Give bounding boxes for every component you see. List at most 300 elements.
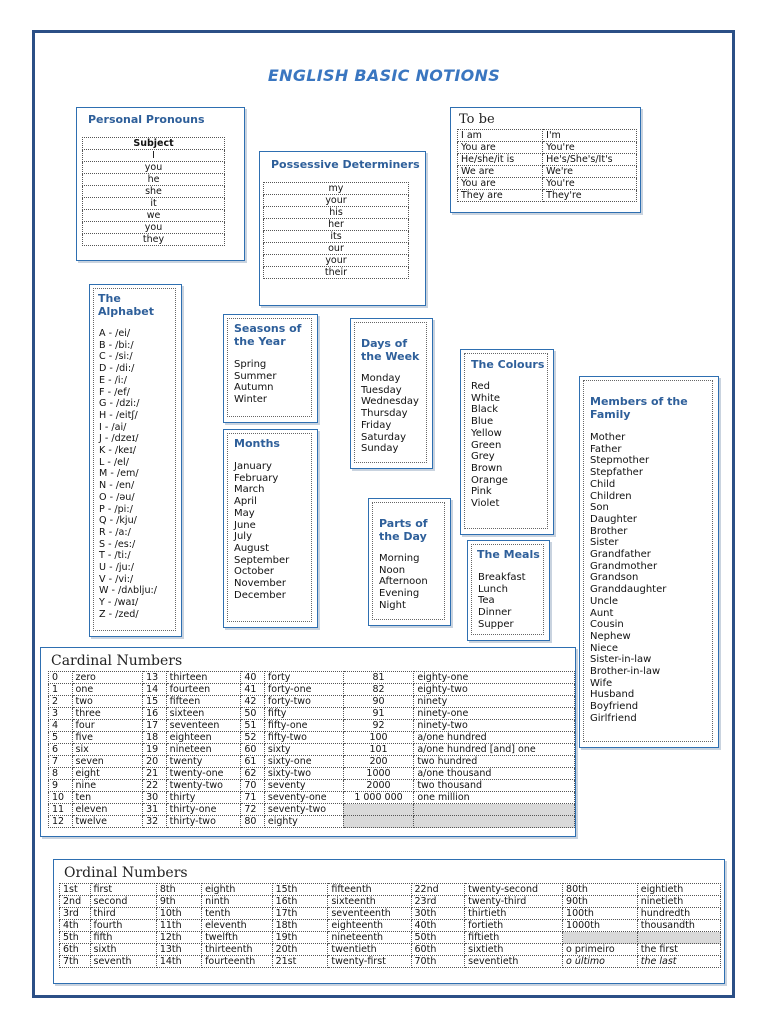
table-cell: He/she/it is <box>458 154 543 166</box>
table-cell: You're <box>543 142 637 154</box>
table-row <box>83 198 225 210</box>
table-row <box>49 672 575 684</box>
list-item: September <box>234 554 290 566</box>
table-cell: They're <box>543 190 637 202</box>
table-cell: 200 <box>343 756 414 768</box>
list-item: Brother-in-law <box>590 666 661 678</box>
table-cell: 23rd <box>411 896 465 908</box>
table-cell: the last <box>637 956 720 968</box>
table-cell: I <box>83 150 225 162</box>
list-item: May <box>234 507 255 519</box>
table-cell: 70th <box>411 956 465 968</box>
list-item: R - /a:/ <box>99 526 131 538</box>
list-item: U - /ju:/ <box>99 562 135 574</box>
list-item: L - /el/ <box>99 456 129 468</box>
list-item: Mother <box>590 432 626 443</box>
table-cell: fifteenth <box>328 884 411 896</box>
list-item: Grey <box>471 451 495 463</box>
list-item: Grandfather <box>590 549 651 561</box>
table-row <box>458 166 637 178</box>
table-cell: 51 <box>241 720 265 732</box>
table-cell: twenty-two <box>166 780 241 792</box>
table-cell: 22 <box>143 780 167 792</box>
cardinal-numbers-box <box>40 647 576 837</box>
table-cell: 13th <box>156 944 201 956</box>
table-cell: I'm <box>543 130 637 142</box>
colours-heading: The Colours <box>471 358 545 371</box>
personal-pronouns-heading: Personal Pronouns <box>88 113 205 126</box>
table-row <box>83 186 225 198</box>
seasons-box <box>223 314 318 423</box>
table-row <box>83 162 225 174</box>
table-cell: his <box>264 207 409 219</box>
list-item: S - /es:/ <box>99 538 136 550</box>
table-cell: 50 <box>241 708 265 720</box>
table-cell: 1 <box>49 684 73 696</box>
table-cell: fifth <box>90 932 156 944</box>
table-cell: I am <box>458 130 543 142</box>
table-cell: 11th <box>156 920 201 932</box>
list-item: Aunt <box>590 607 614 619</box>
list-item: October <box>234 566 275 578</box>
list-item: Summer <box>234 370 277 382</box>
list-item: Q - /kju/ <box>99 515 137 527</box>
table-cell: o último <box>563 956 638 968</box>
table-cell: seventh <box>90 956 156 968</box>
table-cell: 12 <box>49 816 73 828</box>
list-item: Y - /waɪ/ <box>99 597 139 609</box>
table-row <box>83 222 225 234</box>
table-cell: fifty <box>264 708 343 720</box>
table-cell: 13 <box>143 672 167 684</box>
list-item: Father <box>590 443 622 455</box>
alphabet-list <box>99 328 157 621</box>
parts-heading: Parts of the Day <box>379 517 428 543</box>
table-row <box>458 178 637 190</box>
table-cell: 3rd <box>60 908 91 920</box>
meals-box <box>467 540 550 641</box>
table-cell: 9 <box>49 780 73 792</box>
table-cell: 7th <box>60 956 91 968</box>
table-cell: ninety-one <box>414 708 575 720</box>
list-item: Lunch <box>478 583 508 595</box>
table-row <box>60 884 721 896</box>
table-row <box>458 142 637 154</box>
list-item: M - /em/ <box>99 468 139 480</box>
table-cell: twenty-first <box>328 956 411 968</box>
list-item: Children <box>590 490 632 502</box>
table-cell: its <box>264 231 409 243</box>
family-box <box>579 376 719 748</box>
list-item: Yellow <box>471 427 502 439</box>
table-cell: a/one hundred [and] one <box>414 744 575 756</box>
table-cell: three <box>72 708 143 720</box>
months-heading: Months <box>234 437 280 450</box>
alphabet-heading: The Alphabet <box>98 292 155 318</box>
list-item: N - /en/ <box>99 480 135 492</box>
list-item: Noon <box>379 564 406 576</box>
to-be-table <box>457 129 637 202</box>
table-cell: thirty-two <box>166 816 241 828</box>
table-cell: seventeen <box>166 720 241 732</box>
table-cell: zero <box>72 672 143 684</box>
table-row <box>49 780 575 792</box>
table-cell: 62 <box>241 768 265 780</box>
table-cell: nineteenth <box>328 932 411 944</box>
table-cell: 41 <box>241 684 265 696</box>
list-item: November <box>234 578 287 590</box>
table-cell: tenth <box>202 908 273 920</box>
table-cell: o primeiro <box>563 944 638 956</box>
table-row <box>458 190 637 202</box>
table-cell: fourteen <box>166 684 241 696</box>
list-item: J - /dzeɪ/ <box>99 433 139 445</box>
table-row <box>264 267 409 279</box>
table-row <box>264 195 409 207</box>
table-cell: 82 <box>343 684 414 696</box>
table-cell: first <box>90 884 156 896</box>
table-cell: they <box>83 234 225 246</box>
months-list <box>234 461 289 601</box>
table-cell: 17 <box>143 720 167 732</box>
list-item: C - /si:/ <box>99 351 133 363</box>
table-cell: 1000 <box>343 768 414 780</box>
table-cell: your <box>264 255 409 267</box>
list-item: June <box>234 519 256 531</box>
table-cell <box>343 816 414 828</box>
table-row <box>264 207 409 219</box>
table-cell: she <box>83 186 225 198</box>
list-item: Dinner <box>478 607 512 619</box>
table-cell: 0 <box>49 672 73 684</box>
list-item: Stepmother <box>590 455 650 467</box>
list-item: March <box>234 484 265 496</box>
list-item: T - /ti:/ <box>99 550 131 562</box>
days-box <box>350 318 433 469</box>
possessive-table <box>263 182 409 279</box>
list-item: Thursday <box>361 408 408 420</box>
table-row <box>264 231 409 243</box>
table-cell: 80 <box>241 816 265 828</box>
table-cell <box>343 804 414 816</box>
page-title: ENGLISH BASIC NOTIONS <box>267 66 501 85</box>
table-row <box>49 684 575 696</box>
table-cell: thirteenth <box>202 944 273 956</box>
table-cell: 60 <box>241 744 265 756</box>
possessive-determiners-box <box>259 151 426 306</box>
table-cell: eightieth <box>637 884 720 896</box>
ordinal-heading: Ordinal Numbers <box>64 865 188 881</box>
table-row <box>83 210 225 222</box>
table-row <box>49 744 575 756</box>
list-item: A - /ei/ <box>99 328 131 339</box>
table-cell: You're <box>543 178 637 190</box>
table-cell: sixth <box>90 944 156 956</box>
colours-list <box>471 381 508 510</box>
list-item: Tea <box>478 595 495 607</box>
list-item: Child <box>590 478 616 490</box>
table-cell: 3 <box>49 708 73 720</box>
table-cell: eighteen <box>166 732 241 744</box>
list-item: Sister <box>590 537 619 549</box>
list-item: H - /eitʃ/ <box>99 409 138 421</box>
table-cell: 12th <box>156 932 201 944</box>
table-row <box>60 956 721 968</box>
table-cell: 15 <box>143 696 167 708</box>
table-cell: the first <box>637 944 720 956</box>
list-item: Brown <box>471 462 503 474</box>
table-cell: 20th <box>272 944 328 956</box>
table-cell: 70 <box>241 780 265 792</box>
table-cell: 16 <box>143 708 167 720</box>
table-cell: nine <box>72 780 143 792</box>
list-item: Tuesday <box>361 384 402 396</box>
table-cell: He's/She's/It's <box>543 154 637 166</box>
table-cell: 14th <box>156 956 201 968</box>
list-item: April <box>234 496 257 508</box>
table-row <box>49 720 575 732</box>
table-cell: 21 <box>143 768 167 780</box>
table-row <box>49 792 575 804</box>
list-item: Spring <box>234 359 267 370</box>
table-cell: 14 <box>143 684 167 696</box>
table-cell: thousandth <box>637 920 720 932</box>
table-cell: 90th <box>563 896 638 908</box>
table-cell: 22nd <box>411 884 465 896</box>
table-cell: 1 000 000 <box>343 792 414 804</box>
table-cell: two thousand <box>414 780 575 792</box>
colours-box <box>460 349 554 535</box>
table-row <box>49 696 575 708</box>
list-item: Stepfather <box>590 467 643 479</box>
table-cell <box>563 932 638 944</box>
table-cell: 8 <box>49 768 73 780</box>
family-heading: Members of the Family <box>590 395 688 421</box>
family-list <box>590 432 666 725</box>
list-item: Orange <box>471 474 508 486</box>
table-row <box>264 219 409 231</box>
table-cell: it <box>83 198 225 210</box>
table-cell: fourteenth <box>202 956 273 968</box>
table-row <box>49 732 575 744</box>
list-item: Breakfast <box>478 572 526 583</box>
list-item: Son <box>590 502 609 514</box>
alphabet-box <box>89 284 182 637</box>
list-item: August <box>234 542 269 554</box>
table-cell: twelve <box>72 816 143 828</box>
list-item: December <box>234 589 286 601</box>
list-item: I - /ai/ <box>99 421 127 433</box>
table-cell: 8th <box>156 884 201 896</box>
table-cell: 16th <box>272 896 328 908</box>
list-item: Green <box>471 439 502 451</box>
cardinal-heading: Cardinal Numbers <box>51 653 183 669</box>
list-item: Morning <box>379 553 420 564</box>
table-cell: 50th <box>411 932 465 944</box>
table-cell: 40 <box>241 672 265 684</box>
list-item: W - /dʌblju:/ <box>99 585 158 597</box>
days-heading: Days of the Week <box>361 337 420 363</box>
table-cell: You are <box>458 178 543 190</box>
list-item: Black <box>471 404 499 416</box>
table-cell: thirty-one <box>166 804 241 816</box>
table-cell: ninth <box>202 896 273 908</box>
list-item: Grandmother <box>590 560 658 572</box>
to-be-box <box>450 107 641 213</box>
table-cell <box>637 932 720 944</box>
table-cell: one <box>72 684 143 696</box>
table-cell: sixty-one <box>264 756 343 768</box>
table-cell: 101 <box>343 744 414 756</box>
table-cell: 7 <box>49 756 73 768</box>
table-cell: five <box>72 732 143 744</box>
table-cell: third <box>90 908 156 920</box>
table-row <box>60 944 721 956</box>
table-cell: twenty-third <box>465 896 563 908</box>
list-item: Husband <box>590 689 635 701</box>
table-cell: seven <box>72 756 143 768</box>
list-item: Brother <box>590 525 628 537</box>
table-cell: 5 <box>49 732 73 744</box>
table-cell: 100 <box>343 732 414 744</box>
table-cell: fifty-two <box>264 732 343 744</box>
table-cell: six <box>72 744 143 756</box>
table-cell: 81 <box>343 672 414 684</box>
list-item: B - /bi:/ <box>99 339 134 351</box>
table-cell <box>414 804 575 816</box>
table-cell: eighty-two <box>414 684 575 696</box>
table-cell: sixty-two <box>264 768 343 780</box>
table-cell: sixtieth <box>465 944 563 956</box>
list-item: Sister-in-law <box>590 654 652 666</box>
table-cell: four <box>72 720 143 732</box>
list-item: Grandson <box>590 572 639 584</box>
list-item: Blue <box>471 416 494 428</box>
table-cell: forty <box>264 672 343 684</box>
table-cell: 71 <box>241 792 265 804</box>
table-cell: our <box>264 243 409 255</box>
table-cell: 6 <box>49 744 73 756</box>
table-cell: eleven <box>72 804 143 816</box>
table-cell: one million <box>414 792 575 804</box>
table-row <box>83 234 225 246</box>
table-row <box>49 816 575 828</box>
table-row <box>264 183 409 195</box>
table-cell: 19th <box>272 932 328 944</box>
list-item: V - /vi:/ <box>99 573 134 585</box>
list-item: Nephew <box>590 630 631 642</box>
table-cell: 1000th <box>563 920 638 932</box>
to-be-heading: To be <box>459 112 495 127</box>
table-cell: 100th <box>563 908 638 920</box>
list-item: February <box>234 472 279 484</box>
cardinal-table <box>48 671 575 828</box>
table-cell: ten <box>72 792 143 804</box>
table-cell: 80th <box>563 884 638 896</box>
table-row <box>60 896 721 908</box>
table-cell: ninetieth <box>637 896 720 908</box>
table-cell: thirteen <box>166 672 241 684</box>
table-cell: fiftieth <box>465 932 563 944</box>
list-item: Supper <box>478 618 514 630</box>
table-cell: We're <box>543 166 637 178</box>
list-item: Cousin <box>590 619 624 631</box>
table-cell: 18 <box>143 732 167 744</box>
table-cell: he <box>83 174 225 186</box>
table-cell: sixteen <box>166 708 241 720</box>
table-row <box>83 150 225 162</box>
table-cell: thirtieth <box>465 908 563 920</box>
table-cell: 4 <box>49 720 73 732</box>
table-cell: 91 <box>343 708 414 720</box>
table-cell: eighty-one <box>414 672 575 684</box>
table-cell: seventy-two <box>264 804 343 816</box>
table-cell: 90 <box>343 696 414 708</box>
possessive-heading: Possessive Determiners <box>271 158 420 171</box>
table-cell: 10th <box>156 908 201 920</box>
table-cell: 2000 <box>343 780 414 792</box>
table-header: Subject <box>83 138 225 150</box>
list-item: F - /ef/ <box>99 386 130 398</box>
list-item: Evening <box>379 588 420 600</box>
table-cell: 52 <box>241 732 265 744</box>
table-cell: seventeenth <box>328 908 411 920</box>
list-item: Monday <box>361 373 401 384</box>
list-item: January <box>234 461 272 472</box>
table-cell: 18th <box>272 920 328 932</box>
table-cell: fifty-one <box>264 720 343 732</box>
table-cell: forty-two <box>264 696 343 708</box>
table-cell: We are <box>458 166 543 178</box>
table-cell: 20 <box>143 756 167 768</box>
table-cell: eighty <box>264 816 343 828</box>
table-cell: You are <box>458 142 543 154</box>
table-cell: 11 <box>49 804 73 816</box>
table-cell: hundredth <box>637 908 720 920</box>
list-item: Boyfriend <box>590 701 639 713</box>
table-cell: fourth <box>90 920 156 932</box>
table-cell: you <box>83 222 225 234</box>
table-cell: her <box>264 219 409 231</box>
table-cell: eighth <box>202 884 273 896</box>
list-item: Granddaughter <box>590 584 667 596</box>
table-cell: forty-one <box>264 684 343 696</box>
table-row <box>60 920 721 932</box>
list-item: July <box>234 531 252 543</box>
personal-pronouns-table <box>82 137 225 246</box>
list-item: Girlfriend <box>590 712 637 724</box>
table-cell: fortieth <box>465 920 563 932</box>
table-cell: 60th <box>411 944 465 956</box>
table-cell: eight <box>72 768 143 780</box>
table-cell: 72 <box>241 804 265 816</box>
table-cell: twelfth <box>202 932 273 944</box>
table-cell: They are <box>458 190 543 202</box>
table-row <box>458 130 637 142</box>
meals-list <box>478 572 526 631</box>
list-item: G - /dzi:/ <box>99 398 140 410</box>
table-cell: a/one thousand <box>414 768 575 780</box>
table-cell: thirty <box>166 792 241 804</box>
list-item: Autumn <box>234 382 274 394</box>
table-cell: seventy-one <box>264 792 343 804</box>
table-cell: their <box>264 267 409 279</box>
table-row <box>83 174 225 186</box>
list-item: Sunday <box>361 443 399 455</box>
table-row <box>264 243 409 255</box>
table-cell: twentieth <box>328 944 411 956</box>
table-cell: 5th <box>60 932 91 944</box>
